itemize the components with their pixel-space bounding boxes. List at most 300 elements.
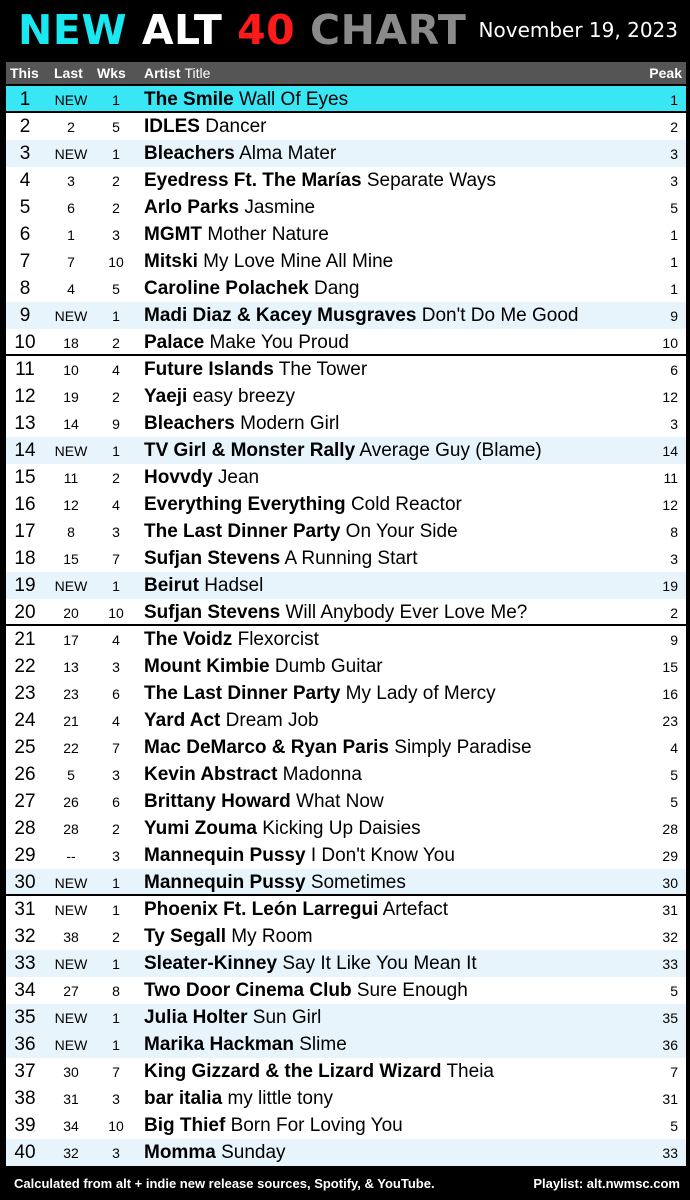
song-entry	[144, 575, 263, 597]
peak-position: 3	[670, 551, 678, 567]
song-title: Average Guy (Blame)	[359, 440, 542, 461]
peak-position: 12	[662, 389, 678, 405]
song-entry	[144, 1115, 403, 1137]
artist-name: Bleachers	[144, 143, 235, 164]
chart-date: November 19, 2023	[478, 18, 678, 42]
rank-this: 40	[14, 1142, 36, 1163]
peak-position: 9	[670, 308, 678, 324]
song-title: Wall Of Eyes	[239, 89, 349, 110]
weeks-on-chart: 1	[112, 92, 120, 108]
artist-name: TV Girl & Monster Rally	[144, 440, 356, 461]
chart-row	[6, 86, 686, 113]
rank-this: 9	[19, 305, 31, 326]
weeks-on-chart: 5	[112, 119, 120, 135]
peak-position: 19	[662, 578, 678, 594]
song-entry	[144, 413, 339, 435]
weeks-on-chart: 2	[112, 173, 120, 189]
song-title: Dancer	[205, 116, 267, 137]
rank-this: 8	[19, 278, 31, 299]
artist-name: Mannequin Pussy	[144, 845, 306, 866]
artist-name: The Smile	[144, 89, 234, 110]
song-title: Simply Paradise	[394, 737, 532, 758]
chart-row	[6, 842, 686, 869]
column-header	[6, 62, 686, 84]
chart-row	[6, 1139, 686, 1166]
weeks-on-chart: 1	[112, 308, 120, 324]
rank-this: 38	[14, 1088, 36, 1109]
rank-last: NEW	[54, 1010, 88, 1026]
song-title: I Don't Know You	[310, 845, 455, 866]
song-entry	[144, 116, 266, 138]
song-entry	[144, 440, 542, 462]
rank-this: 18	[14, 548, 36, 569]
chart-row	[6, 977, 686, 1004]
weeks-on-chart: 10	[108, 1118, 124, 1134]
rank-this: 16	[14, 494, 36, 515]
song-entry	[144, 872, 406, 894]
artist-name: The Last Dinner Party	[144, 521, 341, 542]
weeks-on-chart: 2	[112, 200, 120, 216]
chart-row	[6, 707, 686, 734]
song-entry	[144, 197, 315, 219]
chart-row	[6, 788, 686, 815]
peak-position: 7	[670, 1064, 678, 1080]
song-title: Don't Do Me Good	[421, 305, 579, 326]
rank-last: 11	[63, 470, 79, 486]
rank-last: 10	[63, 362, 79, 378]
footer-source: Calculated from alt + indie new release sources, Spotify, & YouTube.	[14, 1176, 435, 1191]
song-entry	[144, 359, 367, 381]
song-title: On Your Side	[345, 521, 458, 542]
song-title: What Now	[296, 791, 384, 812]
artist-name: Marika Hackman	[144, 1034, 294, 1055]
title-chart: CHART	[310, 6, 467, 54]
song-title: My Room	[231, 926, 313, 947]
rank-last: 8	[67, 524, 75, 540]
rank-this: 17	[14, 521, 36, 542]
column-this: This	[10, 65, 39, 81]
chart-row	[6, 626, 686, 653]
artist-name: Mac DeMarco & Ryan Paris	[144, 737, 389, 758]
song-entry	[144, 737, 532, 759]
rank-this: 21	[14, 629, 36, 650]
artist-name: Kevin Abstract	[144, 764, 278, 785]
song-entry	[144, 494, 462, 516]
artist-name: Two Door Cinema Club	[144, 980, 352, 1001]
song-entry	[144, 467, 259, 489]
song-title: Make You Proud	[209, 332, 349, 353]
song-title: Sure Enough	[356, 980, 468, 1001]
weeks-on-chart: 7	[112, 551, 120, 567]
rank-last: 19	[63, 389, 79, 405]
song-title: Sometimes	[310, 872, 406, 893]
song-entry	[144, 710, 319, 732]
chart-row	[6, 572, 686, 599]
peak-position: 12	[662, 497, 678, 513]
rank-this: 37	[14, 1061, 36, 1082]
chart-row	[6, 734, 686, 761]
song-entry	[144, 251, 393, 273]
artist-name: Julia Holter	[144, 1007, 248, 1028]
chart-row	[6, 275, 686, 302]
song-title: A Running Start	[284, 548, 418, 569]
artist-name: Yumi Zouma	[144, 818, 257, 839]
song-title: Modern Girl	[240, 413, 340, 434]
rank-this: 32	[14, 926, 36, 947]
artist-name: Yaeji	[144, 386, 188, 407]
weeks-on-chart: 7	[112, 1064, 120, 1080]
weeks-on-chart: 4	[112, 362, 120, 378]
peak-position: 31	[662, 1091, 678, 1107]
song-title: Kicking Up Daisies	[262, 818, 421, 839]
rank-last: 12	[63, 497, 79, 513]
song-title: my little tony	[227, 1088, 334, 1109]
rank-last: 27	[63, 983, 79, 999]
song-title: Dumb Guitar	[274, 656, 383, 677]
song-entry	[144, 89, 348, 111]
rank-this: 11	[15, 359, 35, 380]
song-entry	[144, 602, 527, 624]
rank-last: 2	[67, 119, 75, 135]
peak-position: 36	[662, 1037, 678, 1053]
artist-name: Bleachers	[144, 413, 235, 434]
rank-this: 34	[14, 980, 36, 1001]
rank-last: NEW	[54, 443, 88, 459]
weeks-on-chart: 6	[112, 686, 120, 702]
chart-row	[6, 545, 686, 572]
peak-position: 5	[670, 767, 678, 783]
peak-position: 5	[670, 200, 678, 216]
column-peak: Peak	[649, 65, 682, 81]
peak-position: 1	[670, 227, 678, 243]
chart-row	[6, 815, 686, 842]
chart-row	[6, 1085, 686, 1112]
rank-this: 25	[14, 737, 36, 758]
song-entry	[144, 818, 421, 840]
chart-row	[6, 464, 686, 491]
rank-this: 29	[14, 845, 36, 866]
rank-last: 14	[63, 416, 79, 432]
song-title: My Lady of Mercy	[345, 683, 496, 704]
artist-name: Hovvdy	[144, 467, 213, 488]
artist-name: Sleater-Kinney	[144, 953, 278, 974]
artist-name: King Gizzard & the Lizard Wizard	[144, 1061, 442, 1082]
artist-name: The Last Dinner Party	[144, 683, 341, 704]
peak-position: 10	[662, 335, 678, 351]
song-entry	[144, 143, 336, 165]
artist-name: bar italia	[144, 1088, 223, 1109]
artist-name: Mitski	[144, 251, 198, 272]
song-title: Sun Girl	[252, 1007, 322, 1028]
weeks-on-chart: 2	[112, 821, 120, 837]
rank-last: NEW	[54, 956, 88, 972]
column-artist-title	[144, 65, 210, 81]
rank-this: 19	[14, 575, 36, 596]
weeks-on-chart: 2	[112, 335, 120, 351]
chart-row	[6, 1058, 686, 1085]
rank-last: NEW	[54, 308, 88, 324]
peak-position: 15	[662, 659, 678, 675]
weeks-on-chart: 5	[112, 281, 120, 297]
rank-this: 10	[14, 332, 36, 353]
peak-position: 31	[662, 902, 678, 918]
weeks-on-chart: 10	[108, 605, 124, 621]
song-entry	[144, 305, 579, 327]
rank-this: 23	[14, 683, 36, 704]
chart-row	[6, 869, 686, 896]
song-entry	[144, 548, 418, 570]
chart-row	[6, 329, 686, 356]
song-entry	[144, 1061, 494, 1083]
chart-row	[6, 518, 686, 545]
peak-position: 29	[662, 848, 678, 864]
song-title: Born For Loving You	[230, 1115, 403, 1136]
artist-name: MGMT	[144, 224, 203, 245]
chart-row	[6, 248, 686, 275]
chart-row	[6, 896, 686, 923]
weeks-on-chart: 10	[108, 254, 124, 270]
song-entry	[144, 683, 496, 705]
rank-this: 1	[19, 89, 31, 110]
peak-position: 23	[662, 713, 678, 729]
weeks-on-chart: 3	[112, 767, 120, 783]
rank-this: 22	[14, 656, 36, 677]
peak-position: 3	[670, 416, 678, 432]
weeks-on-chart: 2	[112, 470, 120, 486]
rank-last: 15	[63, 551, 79, 567]
weeks-on-chart: 1	[112, 875, 120, 891]
rank-this: 15	[14, 467, 36, 488]
weeks-on-chart: 2	[112, 929, 120, 945]
title-new: NEW	[18, 6, 128, 54]
chart-row	[6, 761, 686, 788]
chart-row	[6, 923, 686, 950]
weeks-on-chart: 7	[112, 740, 120, 756]
peak-position: 3	[670, 173, 678, 189]
title-number: 40	[237, 6, 296, 54]
artist-name: Yard Act	[144, 710, 221, 731]
column-last: Last	[54, 65, 83, 81]
song-title: Madonna	[282, 764, 362, 785]
song-entry	[144, 521, 458, 543]
artist-name: Sufjan Stevens	[144, 602, 281, 623]
rank-this: 2	[19, 116, 31, 137]
peak-position: 9	[670, 632, 678, 648]
peak-position: 11	[663, 470, 678, 486]
song-title: Jasmine	[244, 197, 316, 218]
rank-this: 30	[14, 872, 36, 893]
peak-position: 4	[670, 740, 678, 756]
artist-name: IDLES	[144, 116, 200, 137]
chart-row	[6, 437, 686, 464]
song-entry	[144, 791, 384, 813]
peak-position: 33	[662, 1145, 678, 1161]
weeks-on-chart: 3	[112, 848, 120, 864]
song-entry	[144, 1088, 333, 1110]
chart-rows	[6, 86, 686, 1166]
artist-name: Future Islands	[144, 359, 274, 380]
rank-last: 26	[63, 794, 79, 810]
weeks-on-chart: 1	[112, 443, 120, 459]
song-entry	[144, 953, 477, 975]
artist-name: Arlo Parks	[144, 197, 240, 218]
rank-last: 34	[63, 1118, 79, 1134]
rank-last: --	[66, 848, 76, 864]
rank-this: 7	[19, 251, 31, 272]
rank-last: 32	[63, 1145, 79, 1161]
song-entry	[144, 386, 295, 408]
rank-this: 13	[14, 413, 36, 434]
weeks-on-chart: 3	[112, 524, 120, 540]
rank-last: 4	[67, 281, 75, 297]
rank-this: 39	[14, 1115, 36, 1136]
song-title: Mother Nature	[207, 224, 329, 245]
chart-row	[6, 167, 686, 194]
chart-row	[6, 140, 686, 167]
song-entry	[144, 845, 455, 867]
peak-position: 33	[662, 956, 678, 972]
footer	[0, 1168, 690, 1200]
chart-row	[6, 680, 686, 707]
rank-this: 36	[14, 1034, 36, 1055]
song-entry	[144, 764, 362, 786]
artist-name: Sufjan Stevens	[144, 548, 281, 569]
rank-this: 31	[14, 899, 36, 920]
rank-this: 33	[14, 953, 36, 974]
chart-row	[6, 383, 686, 410]
rank-last: 6	[67, 200, 75, 216]
peak-position: 3	[670, 146, 678, 162]
song-entry	[144, 899, 448, 921]
peak-position: 32	[662, 929, 678, 945]
artist-name: Eyedress Ft. The Marías	[144, 170, 362, 191]
rank-last: 1	[67, 227, 75, 243]
weeks-on-chart: 9	[112, 416, 120, 432]
artist-name: Ty Segall	[144, 926, 227, 947]
song-entry	[144, 1142, 286, 1164]
rank-last: 21	[63, 713, 79, 729]
rank-last: NEW	[54, 902, 88, 918]
column-artist: Artist	[144, 65, 181, 81]
rank-last: 30	[63, 1064, 79, 1080]
peak-position: 5	[670, 983, 678, 999]
peak-position: 1	[670, 254, 678, 270]
rank-last: 38	[63, 929, 79, 945]
song-entry	[144, 926, 313, 948]
weeks-on-chart: 1	[112, 1010, 120, 1026]
song-title: Alma Mater	[239, 143, 337, 164]
song-title: My Love Mine All Mine	[203, 251, 394, 272]
rank-last: 5	[67, 767, 75, 783]
song-title: Cold Reactor	[350, 494, 462, 515]
artist-name: Madi Diaz & Kacey Musgraves	[144, 305, 417, 326]
rank-last: 18	[63, 335, 79, 351]
rank-this: 35	[14, 1007, 36, 1028]
rank-this: 20	[14, 602, 36, 623]
song-entry	[144, 332, 349, 354]
weeks-on-chart: 3	[112, 1145, 120, 1161]
song-title: Separate Ways	[366, 170, 497, 191]
weeks-on-chart: 1	[112, 902, 120, 918]
chart-row	[6, 410, 686, 437]
peak-position: 28	[662, 821, 678, 837]
rank-this: 27	[14, 791, 36, 812]
rank-this: 14	[14, 440, 36, 461]
peak-position: 8	[670, 524, 678, 540]
footer-playlist: Playlist: alt.nwmsc.com	[533, 1176, 680, 1191]
chart-row	[6, 194, 686, 221]
chart-row	[6, 356, 686, 383]
chart-title	[18, 6, 466, 54]
artist-name: Palace	[144, 332, 205, 353]
rank-this: 28	[14, 818, 36, 839]
artist-name: Beirut	[144, 575, 199, 596]
rank-last: 28	[63, 821, 79, 837]
artist-name: Momma	[144, 1142, 216, 1163]
chart-row	[6, 599, 686, 626]
song-title: Sunday	[221, 1142, 286, 1163]
column-wks: Wks	[97, 65, 126, 81]
song-entry	[144, 224, 329, 246]
song-entry	[144, 629, 319, 651]
rank-last: NEW	[54, 146, 88, 162]
artist-name: Mannequin Pussy	[144, 872, 306, 893]
peak-position: 6	[670, 362, 678, 378]
song-title: Hadsel	[204, 575, 264, 596]
song-entry	[144, 1034, 347, 1056]
chart-row	[6, 1004, 686, 1031]
peak-position: 5	[670, 1118, 678, 1134]
chart-row	[6, 1112, 686, 1139]
weeks-on-chart: 1	[112, 1037, 120, 1053]
rank-last: 20	[63, 605, 79, 621]
song-entry	[144, 278, 359, 300]
peak-position: 16	[662, 686, 678, 702]
song-title: Dang	[314, 278, 360, 299]
song-title: Jean	[217, 467, 260, 488]
song-title: The Tower	[278, 359, 368, 380]
song-entry	[144, 1007, 321, 1029]
song-entry	[144, 170, 496, 192]
weeks-on-chart: 1	[112, 578, 120, 594]
peak-position: 14	[662, 443, 678, 459]
title-alt: ALT	[141, 6, 223, 54]
song-title: Dream Job	[225, 710, 319, 731]
rank-this: 3	[19, 143, 31, 164]
weeks-on-chart: 3	[112, 1091, 120, 1107]
rank-last: 7	[67, 254, 75, 270]
rank-this: 6	[19, 224, 31, 245]
weeks-on-chart: 1	[112, 146, 120, 162]
artist-name: Brittany Howard	[144, 791, 291, 812]
artist-name: Big Thief	[144, 1115, 226, 1136]
chart-row	[6, 1031, 686, 1058]
artist-name: The Voidz	[144, 629, 233, 650]
weeks-on-chart: 4	[112, 632, 120, 648]
peak-position: 30	[662, 875, 678, 891]
weeks-on-chart: 4	[112, 497, 120, 513]
song-entry	[144, 980, 468, 1002]
rank-last: 3	[67, 173, 75, 189]
rank-last: 23	[63, 686, 79, 702]
weeks-on-chart: 3	[112, 659, 120, 675]
chart-row	[6, 950, 686, 977]
song-title: Say It Like You Mean It	[282, 953, 477, 974]
rank-last: 31	[63, 1091, 79, 1107]
artist-name: Mount Kimbie	[144, 656, 270, 677]
rank-last: NEW	[54, 1037, 88, 1053]
rank-last: NEW	[54, 578, 88, 594]
